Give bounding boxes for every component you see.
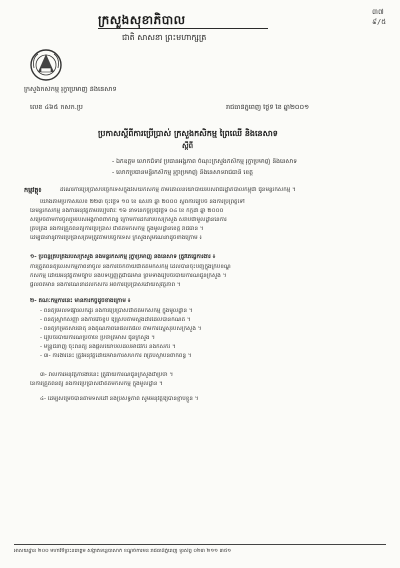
body-line-3: នៃមន្ទីរកសិកម្ម និងការអនុវត្តតាមរបៀបវារៈ ១៦ នាទីនៃកិច្ចប្រជុំថ្ងៃទី ០៤ ខែ កក្កដា ឆ្នាំ ២០០០ xyxy=(30,208,224,214)
section-3-line-2: នៃការត្រួតពិនិត្យ និងការប្រើប្រាស់ជាតិគីមីកសិកម្ម ក្នុងមូលដ្ឋាន ។ xyxy=(30,381,163,387)
body-line-6: ដើម្បីធានានូវការប្រើប្រាស់ត្រឹមត្រូវតាមបច្ចេកទេស ក្រសួងសូមណែនាំដូចខាងក្រោម ៖ xyxy=(30,235,202,241)
body-line-4: សម្រេចតាមការចូលរួមរបស់អង្គភាពពាក់ព័ន្ធ ក្រោមការដឹកនាំរបស់ក្រសួង សំរាប់ជាមូលដ្ឋាននៃការ xyxy=(30,217,227,223)
body-line-1: ដំណើរការប្រើប្រាស់បច្ចេកទេសក្នុងវិស័យកសិកម្ម តាមគោលនយោបាយរបស់រាជរដ្ឋាភិបាលកម្ពុជា ជូនមន្ទីរកសិកម្ម ។ xyxy=(60,187,296,193)
section-2-line-1: - ពិនិត្យមើលទីផ្សារលក់ដូរ និងការប្រើប្រាស់ជាតិគីមីកសិកម្ម ក្នុងមូលដ្ឋាន ។ xyxy=(40,308,193,314)
section-2-title: ២- គណៈកម្មការនេះ មានភារកិច្ចដូចខាងក្រោម ៖ xyxy=(30,298,131,304)
corner-note-2: ៩/៥ xyxy=(372,18,387,26)
section-1-line-1: ការត្រួតពិនិត្យលើសកម្មភាពនាំចូល និងការចែកចាយជាតិគីមីកសិកម្ម ដែលបានចុះបញ្ជីក្នុងក្របខ័ណ្ឌ xyxy=(30,264,231,270)
subject-label: កម្មវត្ថុ៖ xyxy=(24,186,42,194)
section-1-line-3: ផ្តល់ព័ត៌មាន និងការណែនាំដល់កសិករ អំពីការប្រើប្រាស់ដោយសុវត្ថិភាព ។ xyxy=(30,282,181,288)
ministry-emblem xyxy=(28,48,64,82)
section-3-line-1: ៣- រាល់ការអនុវត្តការងារនេះ ត្រូវរាយការណ៍ជូនក្រសួងជាប្រចាំ ។ xyxy=(40,372,174,378)
addressee-2: - លោកប្រធានមន្ទីរកសិកម្ម រុក្ខាប្រមាញ់ និងនេសាទរាជធានី ខេត្ត xyxy=(112,169,253,176)
document-subtitle: ស្តីពី xyxy=(182,142,194,150)
agency-name: ក្រសួងកសិកម្ម រុក្ខាប្រមាញ់ និងនេសាទ xyxy=(24,86,117,93)
closing-line: ៤- ដើម្បីសម្រេចបានតាមទិសដៅ និងប្រសិទ្ធភាព សូមអនុវត្តឱ្យបានខ្ជាប់ខ្ជួន ។ xyxy=(40,396,199,402)
section-2-line-6: - ៣- ការងារនេះ ត្រូវអនុវត្តដោយមានការសហការ ពីគ្រប់ស្ថាប័នពាក់ព័ន្ធ ។ xyxy=(40,353,192,359)
body-line-5: គ្រប់គ្រង និងការត្រួតពិនិត្យការប្រើប្រាស់ ជាតិគីមីកសិកម្ម ក្នុងមូលដ្ឋានខេត្ត រាជធានី ។ xyxy=(30,226,204,232)
section-2-line-3: - ពិនិត្យកម្រិតសារធាតុ និងគុណភាពនៃផលិតផល តាមការស្នើសុំរបស់ក្រសួង ។ xyxy=(40,326,202,332)
date-line: រាជធានីភ្នំពេញ ថ្ងៃទី ខែ ឆ្នាំ២០០១ xyxy=(226,104,310,111)
addressee-1: - ឯកឧត្តម លោកជំទាវ ប្រធានអង្គភាព ចំណុះក្រសួងកសិកម្ម រុក្ខាប្រមាញ់ និងនេសាទ xyxy=(112,158,298,165)
nation-line: ជាតិ សាសនា ព្រះមហាក្សត្រ xyxy=(122,33,207,42)
footer-address: អាសយដ្ឋាន ២០០ មហាវិថីព្រះនរោត្តម សង្កាត់ទន្លេបាសាក់ ខណ្ឌចំការមន រាជធានីភ្នំពេញ ទូរស័ព្ទ ០២៣ ២១១ ៣៥១ xyxy=(14,548,232,554)
body-line-2: យោងតាមប្រកាសលេខ ២២៣ ចុះថ្ងៃទី ១០ ខែ ឧសភា ឆ្នាំ ២០០០ ស្តីពីការរៀបចំ និងការប្រព្រឹត្តទៅ xyxy=(40,199,245,205)
corner-note-1: ៣៧ xyxy=(372,8,384,16)
section-2-line-4: - រៀបចំរបាយការណ៍ប្រចាំខែ ប្រចាំត្រីមាស ជូនក្រសួង ។ xyxy=(40,335,155,341)
section-2-line-2: - ពិនិត្យស្លាកសញ្ញា និងការវេចខ្ចប់ ឱ្យស្របតាមស្តង់ដារដែលបានកំណត់ ។ xyxy=(40,317,191,323)
section-2-line-5: - មន្ត្រីជំនាញ ចុះពិនិត្យ និងផ្តល់យោបល់ដល់អាជីវករ និងកសិករ ។ xyxy=(40,344,176,350)
section-1-line-2: កសិកម្ម ដោយអនុវត្តតាមច្បាប់ និងបទប្បញ្ញត្តិជាធរមាន ព្រមទាំងរៀបចំរបាយការណ៍ជូនក្រសួង ។ xyxy=(30,273,227,279)
reference-number: លេខ ៤៦៥ កសក.ប្រ xyxy=(30,104,83,111)
document-title: ប្រកាសស្តីពីការប្រើប្រាស់ ក្រសួងកសិកម្ម ព្រៃឈើ និងនេសាទ xyxy=(98,129,278,138)
section-1-title: ១- ប្រព័ន្ធគ្រប់គ្រងរបស់ក្រសួង និងមន្ទីរកសិកម្ម រុក្ខាប្រមាញ់ និងនេសាទ ត្រូវតែធ្វើការងារ ៖ xyxy=(30,254,216,260)
ministry-title: ក្រសួងសុខាភិបាល xyxy=(98,13,186,27)
